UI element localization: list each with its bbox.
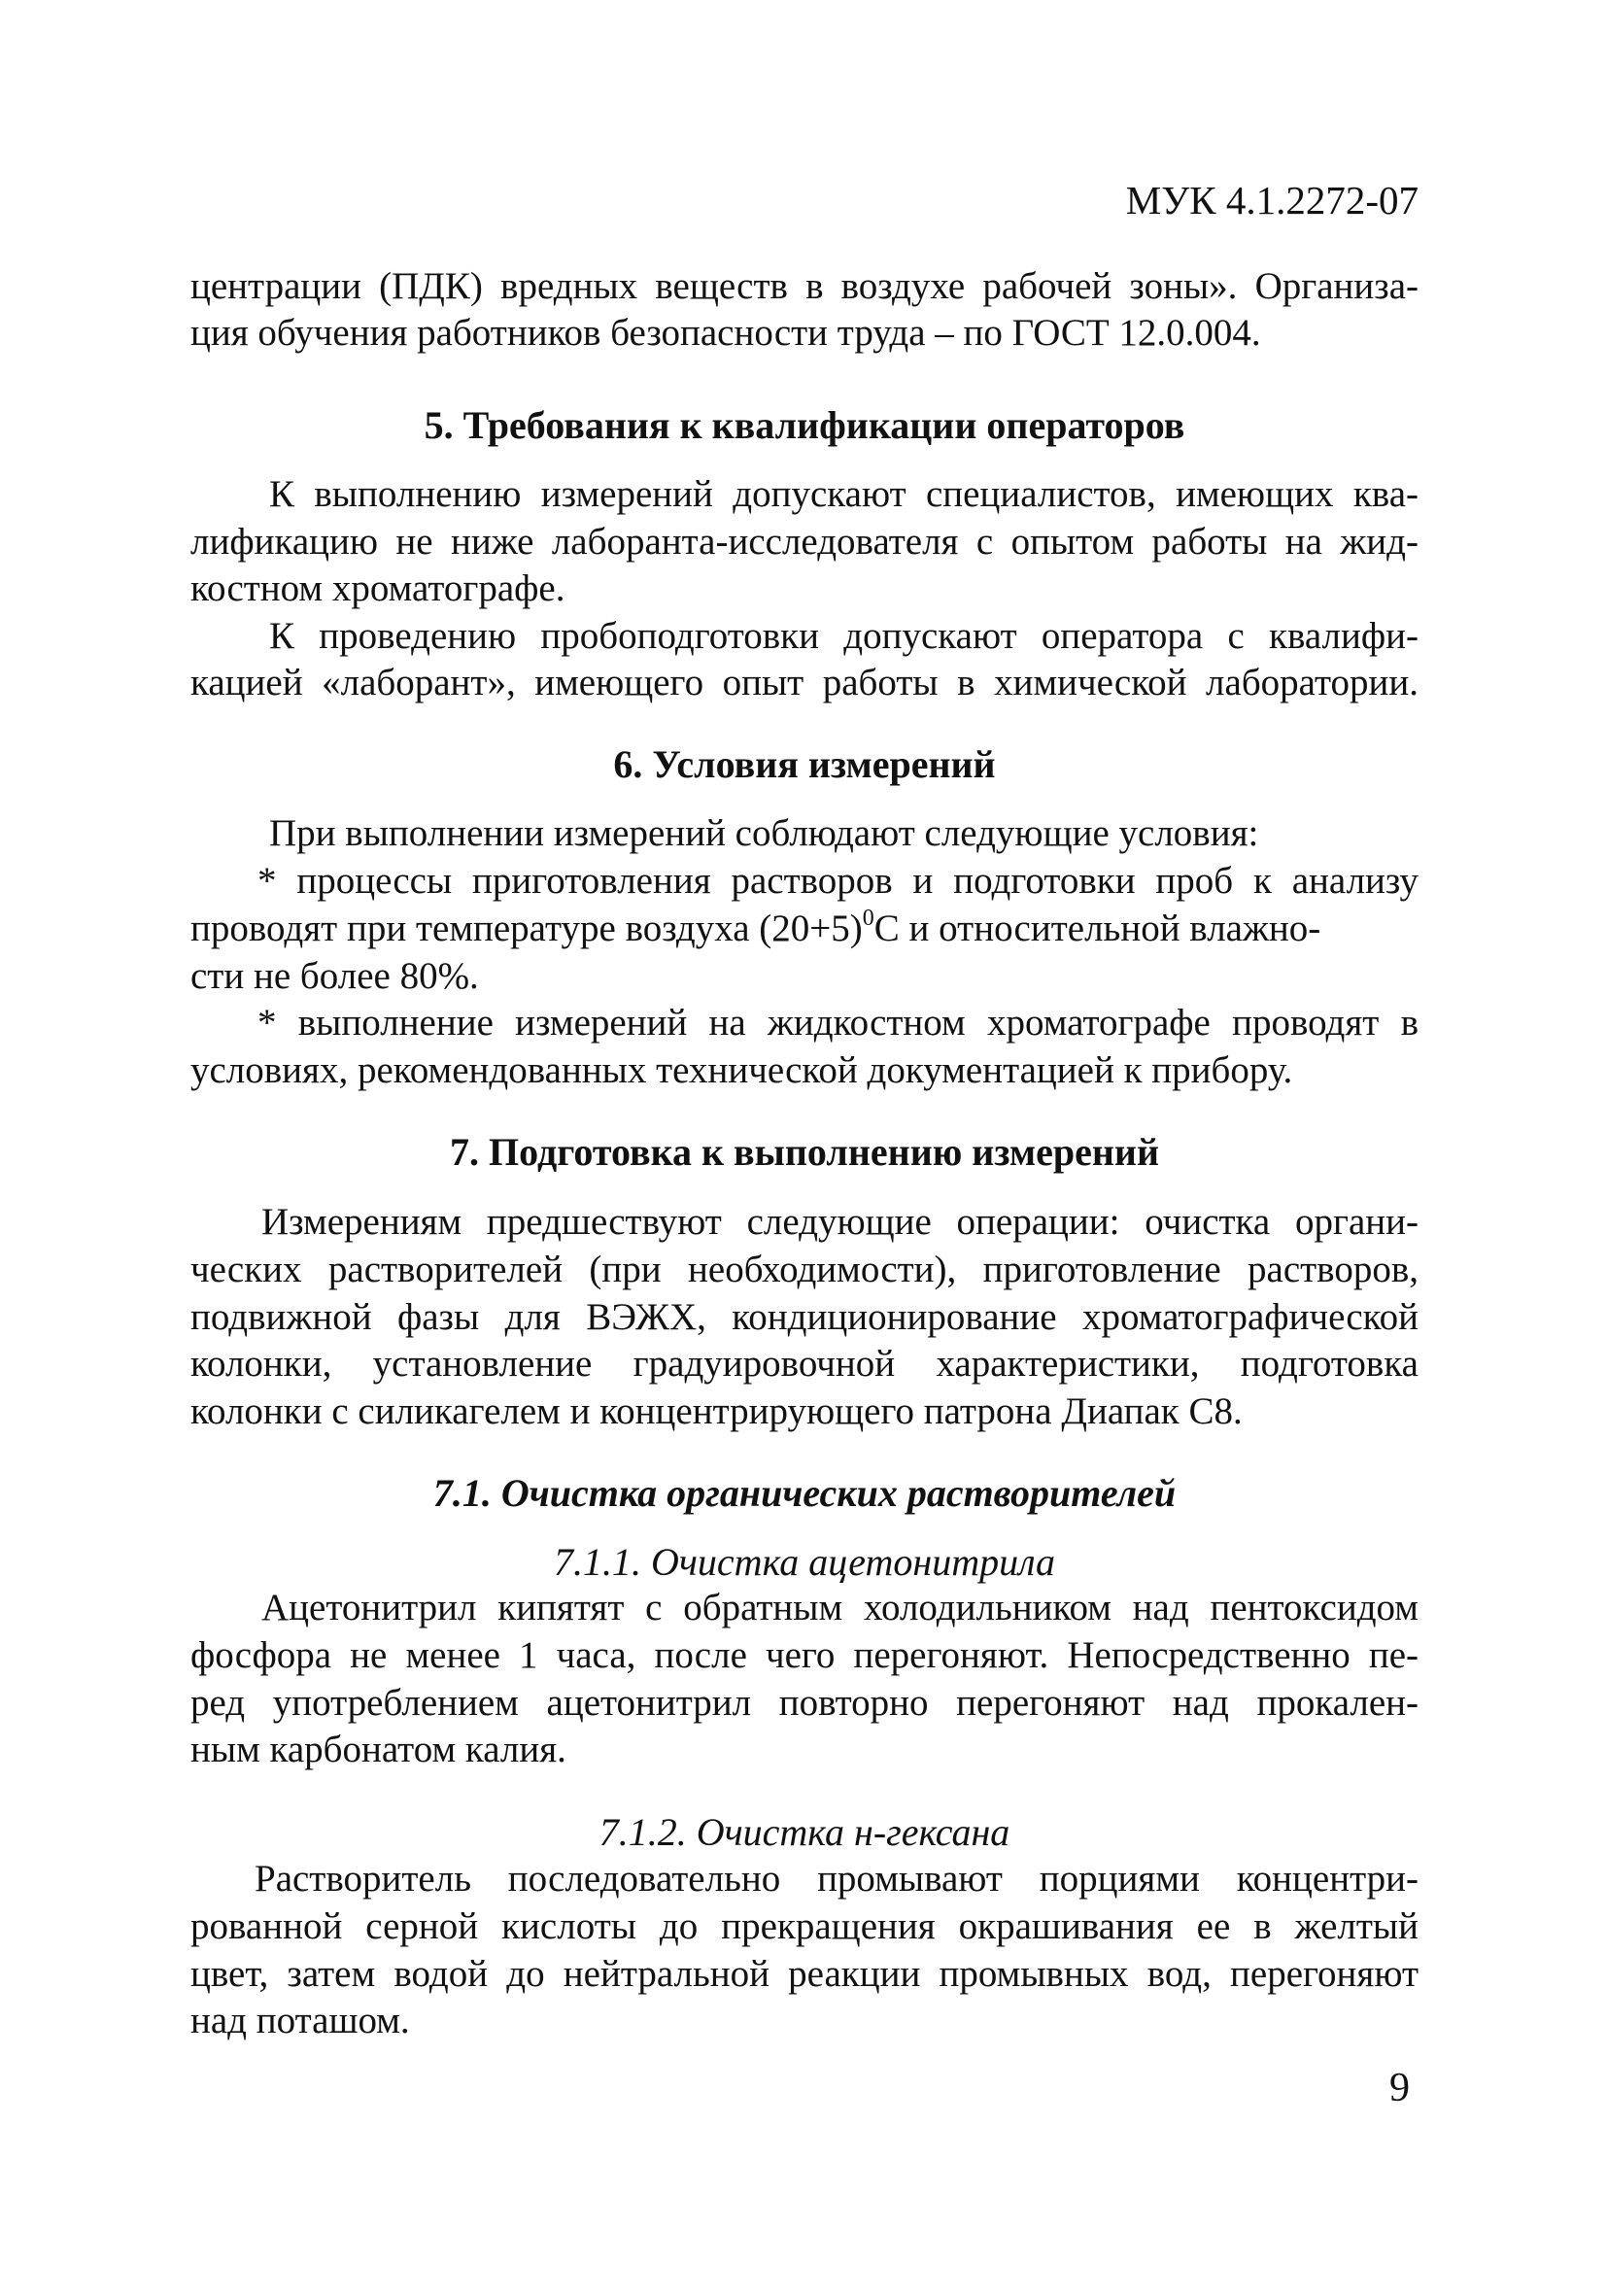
section-5-p1-line-3: костном хроматографе.: [190, 567, 565, 609]
section-7-p1-line-3: подвижной фазы для ВЭЖХ, кондиционирование хроматографической: [190, 1296, 1419, 1338]
section-6-intro: При выполнении измерений соблюдают следующие условия:: [269, 812, 1259, 854]
section-5-p2-line-1: К проведению пробоподготовки допускают оператора с квалифи-: [269, 615, 1419, 657]
intro-line-1: центрации (ПДК) вредных веществ в воздухе рабочей зоны». Организа-: [190, 265, 1419, 307]
subsection-7-1-2-line-1: Растворитель последовательно промывают порциями концентри-: [255, 1858, 1419, 1900]
subsection-7-1-1-line-4: ным карбонатом калия.: [190, 1729, 566, 1770]
section-7-p1-line-1: Измерениям предшествуют следующие операции: очистка органи-: [261, 1201, 1419, 1243]
subsection-7-1-1-line-1: Ацетонитрил кипятят с обратным холодильником над пентоксидом: [261, 1587, 1419, 1628]
subsection-7-1-2-line-3: цвет, затем водой до нейтральной реакции промывных вод, перегоняют: [190, 1953, 1419, 1995]
section-6-bullet-1-line-3: сти не более 80%.: [190, 955, 479, 997]
page-number: 9: [1389, 2066, 1410, 2110]
section-6-heading: 6. Условия измерений: [613, 742, 996, 786]
section-7-heading: 7. Подготовка к выполнению измерений: [450, 1130, 1159, 1174]
section-7-p1-line-5: колонки с силикагелем и концентрирующего патрона Диапак С8.: [190, 1390, 1243, 1432]
section-6-bullet-2-line-2: условиях, рекомендованных технической документацией к прибору.: [190, 1049, 1293, 1091]
subsection-7-1-1-heading: 7.1.1. Очистка ацетонитрила: [553, 1540, 1056, 1584]
section-5-p1-line-1: К выполнению измерений допускают специалистов, имеющих ква-: [269, 473, 1419, 515]
section-5-p2-line-2: кацией «лаборант», имеющего опыт работы в химической лаборатории.: [190, 662, 1419, 703]
subsection-7-1-2-line-4: над поташом.: [190, 2000, 410, 2041]
subsection-7-1-heading: 7.1. Очистка органических растворителей: [432, 1471, 1177, 1515]
intro-line-2: ция обучения работников безопасности труда – по ГОСТ 12.0.004.: [190, 312, 1261, 354]
subsection-7-1-1-line-2: фосфора не менее 1 часа, после чего перегоняют. Непосредственно пе-: [190, 1634, 1419, 1676]
section-6-bullet-1-line-2: [190, 906, 1419, 949]
section-7-p1-line-4: колонки, установление градуировочной характеристики, подготовка: [190, 1343, 1419, 1385]
section-6-bullet-2-line-1: * выполнение измерений на жидкостном хроматографе проводят в: [257, 1002, 1419, 1044]
section-6-bullet-1-line-1: * процессы приготовления растворов и подготовки проб к анализу: [257, 860, 1419, 902]
subsection-7-1-1-line-3: ред употреблением ацетонитрил повторно перегоняют над прокален-: [190, 1682, 1419, 1724]
section-5-heading: 5. Требования к квалификации операторов: [424, 403, 1185, 447]
section-7-p1-line-2: ческих растворителей (при необходимости), приготовление растворов,: [190, 1249, 1419, 1290]
document-code: МУК 4.1.2272-07: [1125, 178, 1419, 223]
subsection-7-1-2-line-2: рованной серной кислоты до прекращения окрашивания ее в желтый: [190, 1905, 1419, 1947]
section-5-p1-line-2: лификацию не ниже лаборанта-исследователя с опытом работы на жид-: [190, 521, 1419, 563]
subsection-7-1-2-heading: 7.1.2. Очистка н-гексана: [598, 1810, 1010, 1854]
temperature-text: проводят при температуре воздуха $(20+5)^0С$ и относительной влажно-: [190, 906, 1321, 949]
